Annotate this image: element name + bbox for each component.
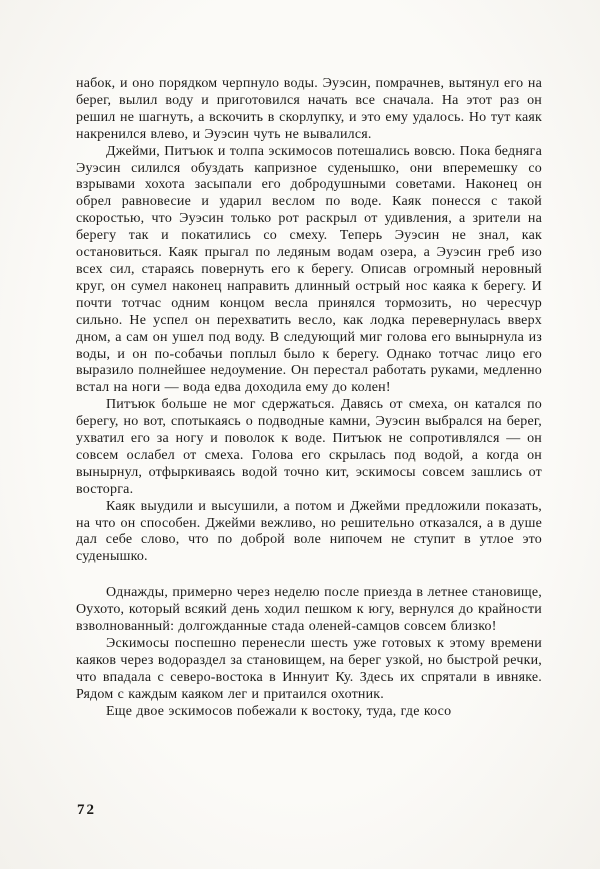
paragraph: Каяк выудили и высушили, а потом и Джейми предложили показать, на что он способен. Джейми вежливо, но решительно отказался, а в душе дал себе слово, что по доброй воле нипочем не ступит в утлое это суденышко.: [76, 498, 542, 565]
paragraph: набок, и оно порядком черпнуло воды. Эуэсин, помрачнев, вытянул его на берег, вылил воду и приготовился начать все сначала. На этот раз он решил не шагнуть, а вскочить в скорлупку, и это ему удалось. Но тут каяк накренился влево, и Эуэсин чуть не вывалился.: [76, 76, 542, 142]
paragraph: Еще двое эскимосов побежали к востоку, туда, где косо: [106, 703, 452, 719]
page-text: [76, 76, 542, 721]
paragraph: Питъюк больше не мог сдержаться. Давясь от смеха, он катался по берегу, но вот, спотыкаясь о подводные камни, Эуэсин выбрался на берег, ухватил его за ногу и поволок к воде. Питъюк не сопротивлялся — он совсем ослабел от смеха. Голова его скрылась под водой, а когда он вынырнул, отфыркиваясь водой точно кит, эскимосы совсем зашлись от восторга.: [76, 397, 542, 497]
page-number: 72: [77, 802, 96, 818]
paragraph: Эскимосы поспешно перенесли шесть уже готовых к этому времени каяков через водораздел за становищем, на берег узкой, но быстрой речки, что впадала с северо-востока в Иннуит Ку. Здесь их спрятали в ивняке. Рядом с каждым каяком лег и притаился охотник.: [76, 636, 542, 702]
paragraph: Джейми, Питъюк и толпа эскимосов потешались вовсю. Пока бедняга Эуэсин силился обуздать капризное суденышко, они вперемешку со взрывами хохота засыпали его добродушными советами. Наконец он обрел равновесие и ударил веслом по воде. Каяк понесся с такой скоростью, что Эуэсин только рот раскрыл от удивления, а зрители на берегу так и покатились со смеху. Теперь Эуэсин не знал, как остановиться. Каяк прыгал по ледяным водам озера, а Эуэсин греб изо всех сил, стараясь повернуть его к берегу. Описав огромный неровный круг, он сумел наконец направить длинный острый нос каяка к берегу. И почти тотчас одним концом весла принялся тормозить, но чересчур сильно. Не успел он перехватить весло, как лодка перевернулась вверх дном, а сам он ушел под воду. В следующий миг голова его вынырнула из воды, и он по-собачьи поплыл было к берегу. Однако тотчас лицо его выразило полнейшее недоумение. Он перестал работать руками, медленно встал на ноги — вода едва доходила ему до колен!: [76, 143, 542, 396]
paragraph: Однажды, примерно через неделю после приезда в летнее становище, Оухото, который всякий день ходил пешком к югу, вернулся до крайности взволнованный: долгожданные стада оленей-самцов совсем близко!: [76, 585, 542, 635]
